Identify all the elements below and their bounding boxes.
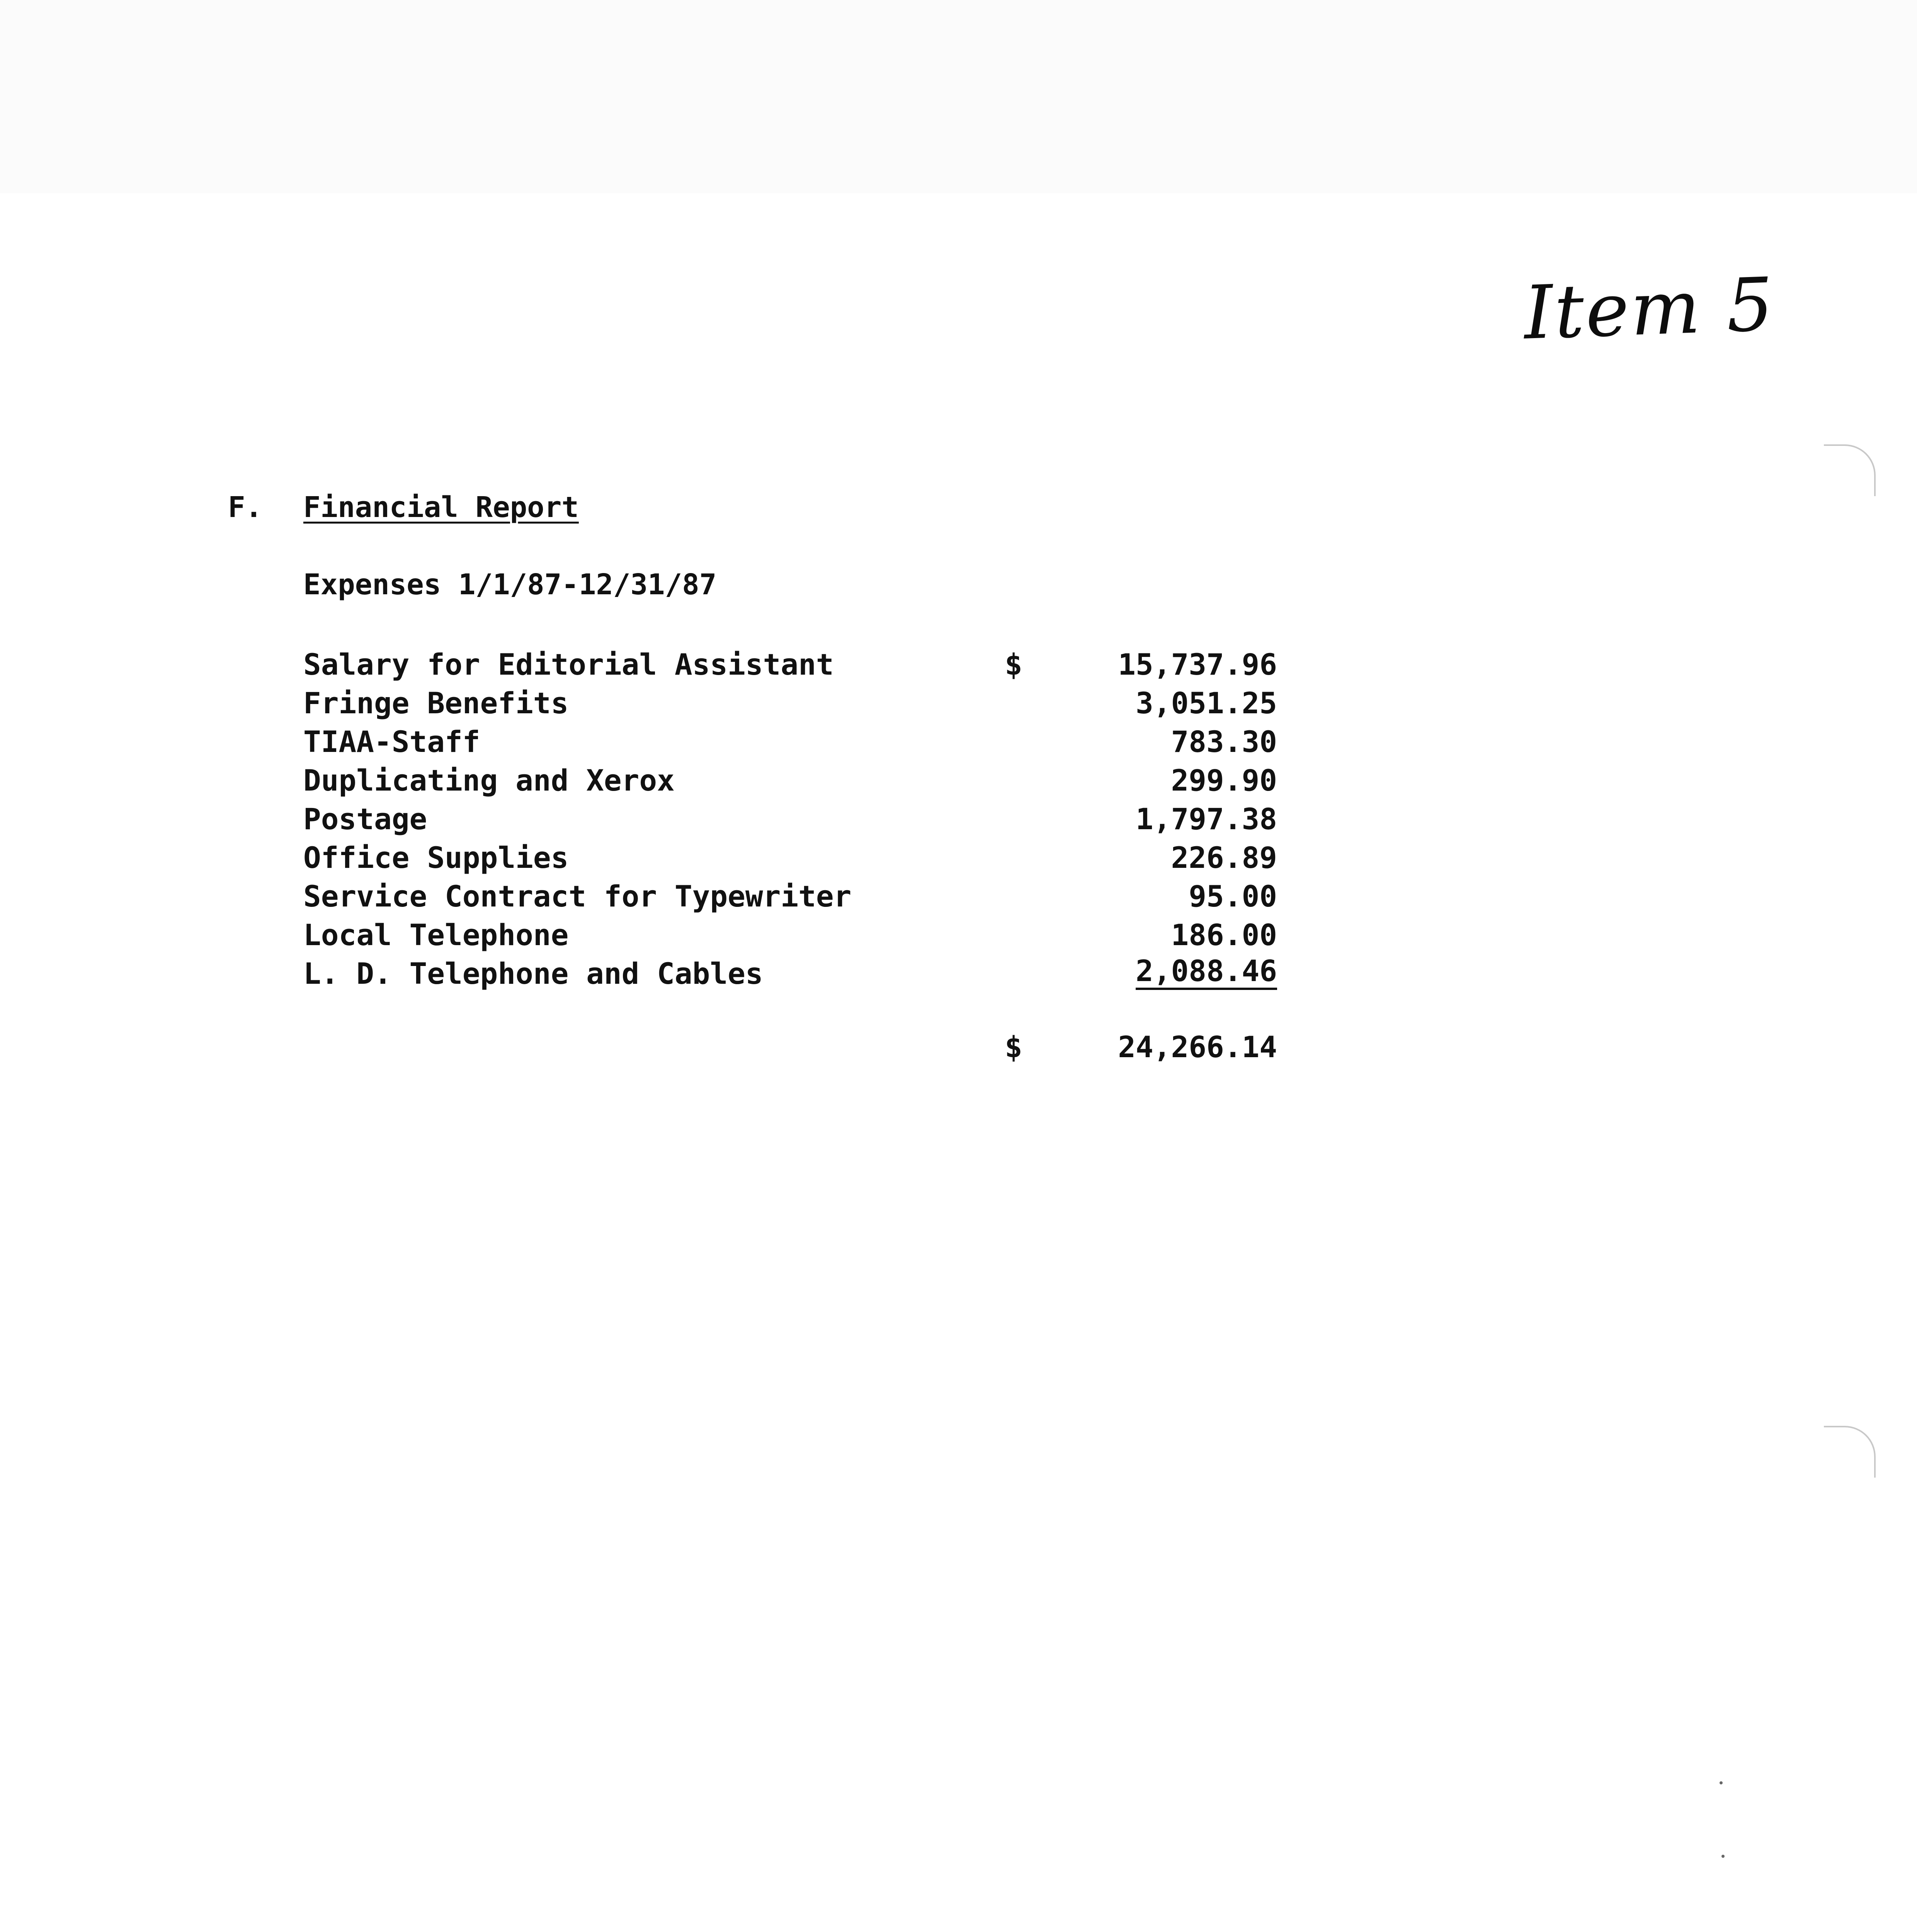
expense-row <box>303 723 1277 761</box>
expense-amount: 299.90 <box>1171 763 1277 798</box>
binder-hole-mark <box>1824 444 1876 496</box>
expense-row <box>303 684 1277 723</box>
expense-row <box>303 877 1277 916</box>
section-letter: F. <box>228 491 263 524</box>
expense-row <box>303 645 1277 684</box>
expense-table <box>303 645 1277 993</box>
expense-period: Expenses 1/1/87-12/31/87 <box>303 568 717 601</box>
expense-label: Fringe Benefits <box>303 686 569 720</box>
total-row <box>303 1028 1277 1066</box>
section-title: Financial Report <box>303 491 579 524</box>
currency-symbol: $ <box>1005 1030 1022 1064</box>
expense-amount: 186.00 <box>1171 918 1277 952</box>
scan-top-band <box>0 0 1917 193</box>
expense-amount: 2,088.46 <box>1136 954 1277 990</box>
expense-label: Office Supplies <box>303 840 569 875</box>
currency-symbol: $ <box>1005 647 1022 682</box>
binder-hole-mark <box>1824 1426 1876 1478</box>
handwritten-annotation: Item 5 <box>1522 262 1776 356</box>
expense-amount: 783.30 <box>1171 724 1277 759</box>
expense-amount: 226.89 <box>1171 840 1277 875</box>
expense-row <box>303 800 1277 838</box>
scan-speck <box>1721 1855 1725 1858</box>
expense-label: Postage <box>303 802 427 836</box>
expense-amount: 3,051.25 <box>1135 686 1277 720</box>
expense-amount: 95.00 <box>1189 879 1277 913</box>
expense-row <box>303 954 1277 993</box>
total-amount: 24,266.14 <box>1118 1030 1277 1064</box>
expense-label: Duplicating and Xerox <box>303 763 675 798</box>
expense-label: Local Telephone <box>303 918 569 952</box>
expense-label: Service Contract for Typewriter <box>303 879 852 913</box>
expense-label: L. D. Telephone and Cables <box>303 956 763 991</box>
scan-speck <box>1720 1781 1723 1784</box>
expense-row <box>303 916 1277 954</box>
expense-label: Salary for Editorial Assistant <box>303 647 834 682</box>
expense-row <box>303 838 1277 877</box>
expense-amount: 15,737.96 <box>1118 647 1277 682</box>
expense-row <box>303 761 1277 800</box>
expense-amount: 1,797.38 <box>1135 802 1277 836</box>
expense-label: TIAA-Staff <box>303 724 480 759</box>
